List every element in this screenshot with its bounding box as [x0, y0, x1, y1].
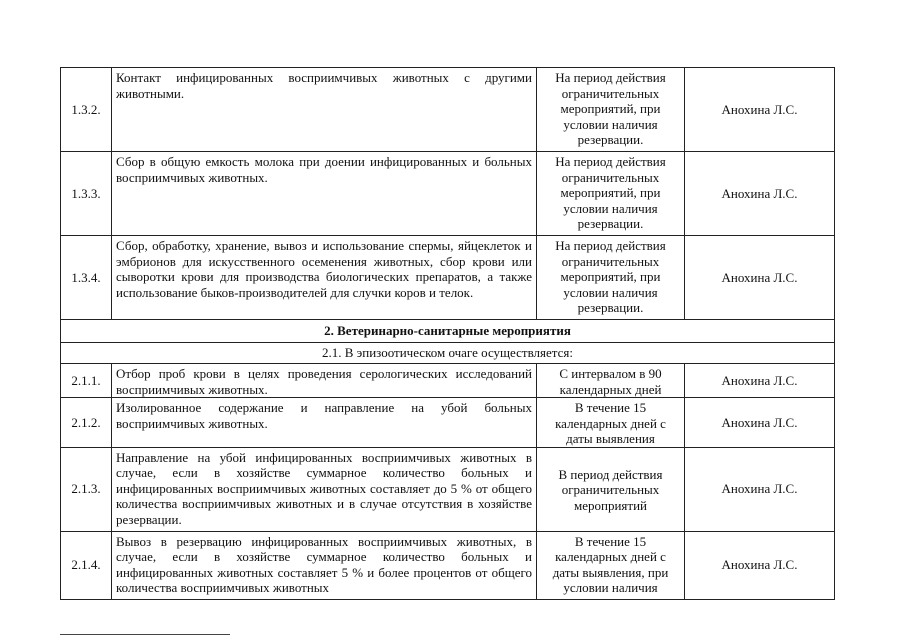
row-term: В течение 15 календарных дней с даты выявления, при условии наличия: [537, 531, 685, 599]
row-description: Вывоз в резервацию инфицированных восприимчивых животных, в случае, если в хозяйстве суммарное количество больных и инфицированных животных составляет 5 % и более процентов от общего количества восприимчивых животных: [112, 531, 537, 599]
row-number: 2.1.2.: [61, 398, 112, 448]
row-term: С интервалом в 90 календарных дней: [537, 364, 685, 398]
table-row: [61, 152, 835, 236]
row-number: 1.3.2.: [61, 68, 112, 152]
table-row: [61, 398, 835, 448]
row-responsible: Анохина Л.С.: [685, 364, 835, 398]
row-term: На период действия ограничительных мероприятий, при условии наличия резервации.: [537, 68, 685, 152]
row-number: 2.1.1.: [61, 364, 112, 398]
section-header-row: [61, 320, 835, 343]
row-number: 1.3.4.: [61, 236, 112, 320]
row-number: 1.3.3.: [61, 152, 112, 236]
row-responsible: Анохина Л.С.: [685, 152, 835, 236]
row-number: 2.1.4.: [61, 531, 112, 599]
row-responsible: Анохина Л.С.: [685, 447, 835, 531]
footnote-separator: [60, 634, 230, 635]
table-row: [61, 68, 835, 152]
table-row: [61, 447, 835, 531]
row-term: В период действия ограничительных мероприятий: [537, 447, 685, 531]
subsection-title: 2.1. В эпизоотическом очаге осуществляется:: [61, 343, 835, 364]
table-row: [61, 531, 835, 599]
measures-table: [60, 67, 835, 600]
row-description: Направление на убой инфицированных восприимчивых животных в случае, если в хозяйстве суммарное количество больных и инфицированных восприимчивых животных составляет до 5 % от общего количества восприимчивых животных и в случае отсутствия в хозяйстве резервации.: [112, 447, 537, 531]
row-description: Сбор в общую емкость молока при доении инфицированных и больных восприимчивых животных.: [112, 152, 537, 236]
row-term: В течение 15 календарных дней с даты выявления: [537, 398, 685, 448]
row-responsible: Анохина Л.С.: [685, 68, 835, 152]
row-responsible: Анохина Л.С.: [685, 531, 835, 599]
row-number: 2.1.3.: [61, 447, 112, 531]
row-description: Контакт инфицированных восприимчивых животных с другими животными.: [112, 68, 537, 152]
row-description: Отбор проб крови в целях проведения серологических исследований восприимчивых животных.: [112, 364, 537, 398]
row-description: Сбор, обработку, хранение, вывоз и использование спермы, яйцеклеток и эмбрионов для искусственного осеменения животных, сбор крови или сыворотки крови для производства биологических препаратов, а также использование быков-производителей для случки коров и телок.: [112, 236, 537, 320]
row-responsible: Анохина Л.С.: [685, 398, 835, 448]
row-description: Изолированное содержание и направление на убой больных восприимчивых животных.: [112, 398, 537, 448]
subsection-header-row: [61, 343, 835, 364]
row-term: На период действия ограничительных мероприятий, при условии наличия резервации.: [537, 152, 685, 236]
table-row: [61, 236, 835, 320]
section-title: 2. Ветеринарно-санитарные мероприятия: [61, 320, 835, 343]
row-responsible: Анохина Л.С.: [685, 236, 835, 320]
row-term: На период действия ограничительных мероприятий, при условии наличия резервации.: [537, 236, 685, 320]
table-row: [61, 364, 835, 398]
